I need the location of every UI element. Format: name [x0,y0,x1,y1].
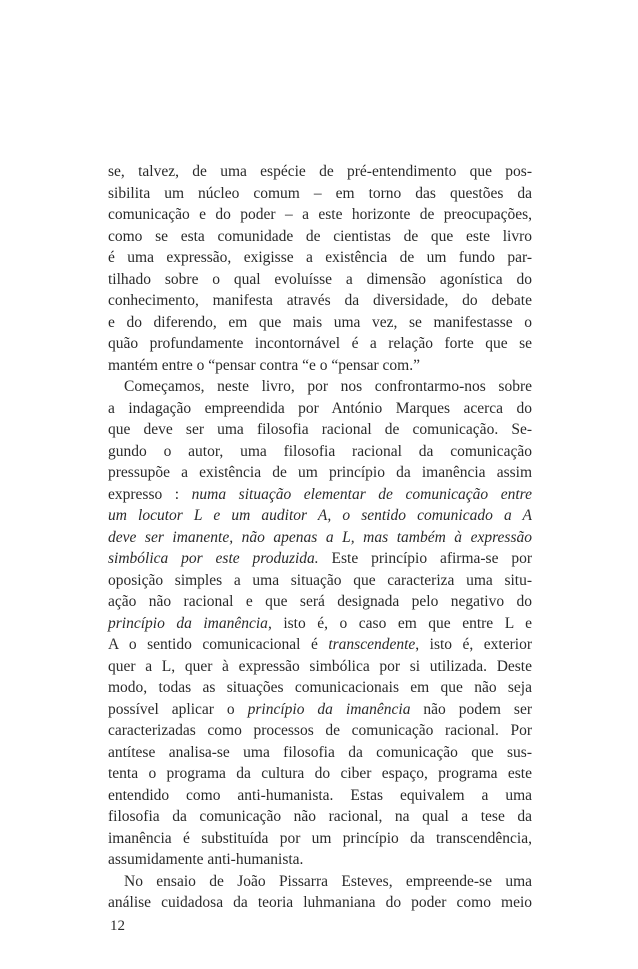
text-line [108,484,532,506]
text-line [108,785,532,807]
text-line [108,398,532,420]
text-segment: , isto é, o caso em que entre L e [267,614,532,632]
text-segment: tenta o programa da cultura do ciber espaço, programa este [108,765,532,782]
text-segment: mantém entre o “pensar contra “e o “pensar com.” [108,356,420,374]
text-segment: antítese analisa-se uma filosofia da comunicação que sus- [108,743,532,761]
text-segment: oposição simples a uma situação que caracteriza uma situ- [108,571,532,589]
text-segment: quer a L, quer à expressão simbólica por si utilizada. Deste [108,657,532,675]
text-segment: expresso : [108,485,192,503]
text-line [108,204,532,226]
text-segment: e do diferendo, em que mais uma vez, se manifestasse o [108,313,532,331]
text-segment: No ensaio de João Pissarra Esteves, empreende-se uma [124,872,532,890]
text-line [108,742,532,764]
text-segment: análise cuidadosa da teoria luhmaniana do poder como meio [108,894,532,911]
text-line [108,720,532,742]
text-line [108,613,532,635]
text-line [108,462,532,484]
page-number: 12 [110,918,125,934]
text-segment: ação não racional e que será designada pelo negativo do [108,593,532,610]
text-segment: tilhado sobre o qual evoluísse a dimensão agonística do [108,270,532,288]
italic-text: numa situação elementar de comunicação entre [191,485,532,503]
text-line [108,548,532,570]
text-line [108,161,532,183]
text-line [108,505,532,527]
text-segment: caracterizadas como processos de comunicação racional. Por [108,722,532,739]
text-segment: Este princípio afirma-se por [318,550,532,567]
text-segment: gundo o autor, uma filosofia racional da comunicação [108,442,532,460]
text-line [108,656,532,678]
text-segment: pressupõe a existência de um princípio da imanência assim [108,464,532,481]
body-text [108,161,532,914]
italic-text: um locutor L e um auditor A, o sentido comunicado a A [108,507,532,524]
text-segment: assumidamente anti-humanista. [108,851,304,868]
text-line [108,677,532,699]
text-line [108,763,532,785]
text-line [108,849,532,871]
text-line [108,376,532,398]
text-segment: conhecimento, manifesta através da diversidade, do debate [108,292,532,309]
text-segment: comunicação e do poder – a este horizonte de preocupações, [108,206,532,223]
italic-text: princípio da imanência [108,614,268,632]
text-line [108,441,532,463]
text-segment: entendido como anti-humanista. Estas equivalem a uma [108,786,532,804]
text-segment: se, talvez, de uma espécie de pré-entendimento que pos- [108,163,532,180]
text-line [108,333,532,355]
text-line [108,570,532,592]
text-line [108,183,532,205]
text-line [108,591,532,613]
italic-text: simbólica por este produzida. [108,550,319,567]
text-line [108,269,532,291]
text-segment: A o sentido comunicacional é [108,636,329,653]
text-segment: possível aplicar o [108,700,248,718]
italic-text: transcendente [328,636,416,653]
text-line [108,247,532,269]
text-segment: modo, todas as situações comunicacionais em que não seja [108,679,532,696]
text-line [108,312,532,334]
text-line [108,892,532,914]
text-line [108,527,532,549]
text-segment: sibilita um núcleo comum – em torno das questões da [108,184,532,202]
text-segment: como se esta comunidade de cientistas de que este livro [108,227,532,245]
text-segment: é uma expressão, exigisse a existência de um fundo par- [108,249,532,266]
text-line [108,419,532,441]
text-line [108,828,532,850]
text-segment: não podem ser [410,700,532,718]
text-line [108,871,532,893]
italic-text: deve ser imanente, não apenas a L, mas também à expressão [108,528,532,546]
text-line [108,699,532,721]
text-segment: a indagação empreendida por António Marques acerca do [108,399,532,417]
text-line [108,226,532,248]
text-segment: , isto é, exterior [415,636,532,653]
text-line [108,290,532,312]
text-segment: quão profundamente incontornável é a relação forte que se [108,335,532,352]
text-line [108,806,532,828]
text-segment: que deve ser uma filosofia racional de comunicação. Se- [108,421,532,438]
text-line [108,355,532,377]
text-segment: imanência é substituída por um princípio da transcendência, [108,829,532,847]
text-segment: Começamos, neste livro, por nos confrontarmo-nos sobre [124,378,532,395]
italic-text: princípio da imanência [247,700,411,718]
text-line [108,634,532,656]
text-segment: filosofia da comunicação não racional, na qual a tese da [108,808,532,825]
